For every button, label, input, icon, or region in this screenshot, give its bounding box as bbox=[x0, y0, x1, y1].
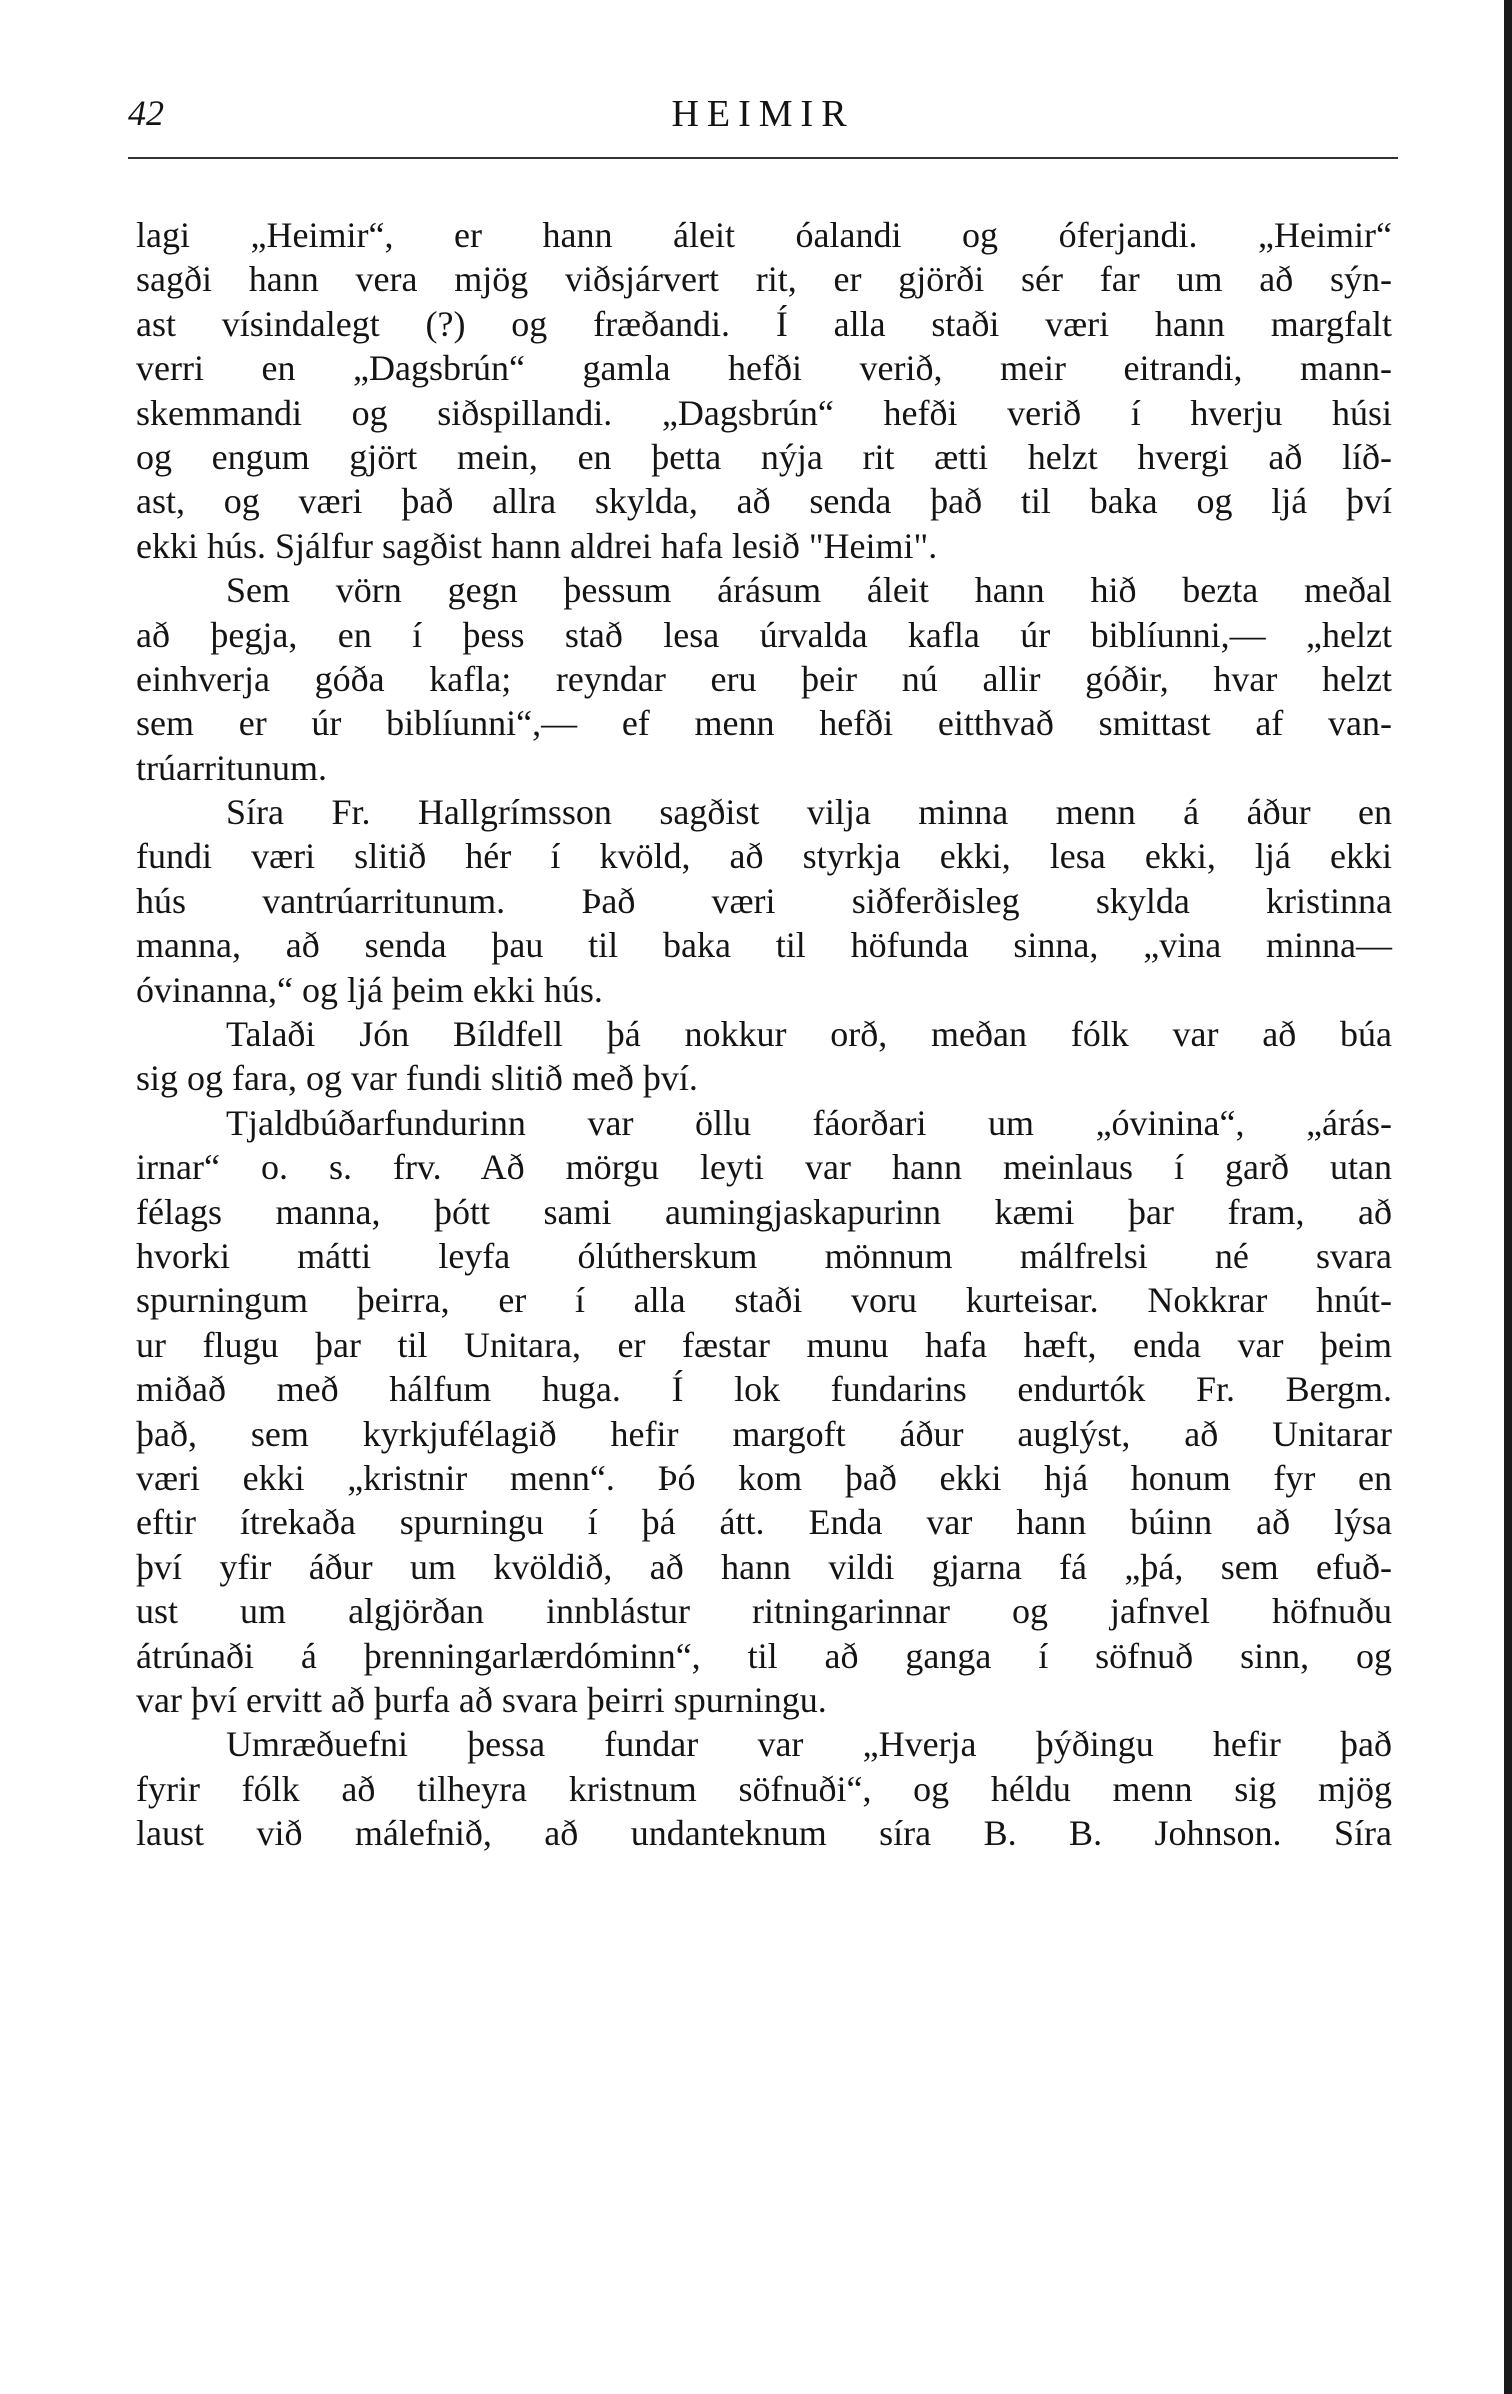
text-line: lagi „Heimir“, er hann áleit óalandi og óferjandi. „Heimir“ bbox=[136, 215, 1392, 255]
text-line: sagði hann vera mjög viðsjárvert rit, er gjörði sér far um að sýn- bbox=[136, 259, 1392, 300]
text-line: Síra Fr. Hallgrímsson sagðist vilja minna menn á áður en bbox=[226, 792, 1392, 833]
text-line: spurningum þeirra, er í alla staði voru kurteisar. Nokkrar hnút- bbox=[136, 1280, 1392, 1321]
text-line: átrúnaði á þrenningarlærdóminn“, til að ganga í söfnuð sinn, og bbox=[136, 1635, 1392, 1676]
text-line: irnar“ o. s. frv. Að mörgu leyti var hann meinlaus í garð utan bbox=[136, 1147, 1392, 1188]
text-line: fundi væri slitið hér í kvöld, að styrkja ekki, lesa ekki, ljá ekki bbox=[136, 836, 1392, 877]
text-line: sig og fara, og var fundi slitið með því. bbox=[136, 1058, 698, 1099]
text-line: það, sem kyrkjufélagið hefir margoft áður auglýst, að Unitarar bbox=[136, 1413, 1392, 1454]
text-line: óvinanna,“ og ljá þeim ekki hús. bbox=[136, 969, 603, 1010]
text-line: fyrir fólk að tilheyra kristnum söfnuði“, og héldu menn sig mjög bbox=[136, 1768, 1392, 1809]
body-text bbox=[136, 213, 1392, 1855]
text-line: eftir ítrekaða spurningu í þá átt. Enda var hann búinn að lýsa bbox=[136, 1502, 1392, 1543]
text-line: því yfir áður um kvöldið, að hann vildi gjarna fá „þá, sem efuð- bbox=[136, 1546, 1392, 1587]
page-number: 42 bbox=[128, 93, 164, 133]
text-line: miðað með hálfum huga. Í lok fundarins endurtók Fr. Bergm. bbox=[136, 1369, 1392, 1410]
text-line: Talaði Jón Bíldfell þá nokkur orð, meðan fólk var að búa bbox=[226, 1014, 1392, 1055]
text-line: hús vantrúarritunum. Það væri siðferðisleg skylda kristinna bbox=[136, 880, 1392, 921]
page-header bbox=[128, 92, 1398, 142]
running-title: HEIMIR bbox=[671, 93, 855, 135]
text-line: sem er úr biblíunni“,— ef menn hefði eitthvað smittast af van- bbox=[136, 703, 1392, 744]
text-line: Tjaldbúðarfundurinn var öllu fáorðari um „óvinina“, „árás- bbox=[226, 1102, 1392, 1143]
text-line: trúarritunum. bbox=[136, 747, 327, 788]
text-line: verri en „Dagsbrún“ gamla hefði verið, meir eitrandi, mann- bbox=[136, 348, 1392, 389]
page-edge bbox=[1504, 0, 1512, 2394]
text-line: ust um algjörðan innblástur ritningarinnar og jafnvel höfnuðu bbox=[136, 1591, 1392, 1632]
text-line: og engum gjört mein, en þetta nýja rit ætti helzt hvergi að líð- bbox=[136, 436, 1392, 477]
text-line: hvorki mátti leyfa ólútherskum mönnum málfrelsi né svara bbox=[136, 1235, 1392, 1276]
text-line: skemmandi og siðspillandi. „Dagsbrún“ hefði verið í hverju húsi bbox=[136, 392, 1392, 433]
text-line: ekki hús. Sjálfur sagðist hann aldrei hafa lesið "Heimi". bbox=[136, 525, 938, 566]
text-line: ast vísindalegt (?) og fræðandi. Í alla staði væri hann margfalt bbox=[136, 303, 1392, 344]
text-line: að þegja, en í þess stað lesa úrvalda kafla úr biblíunni,— „helzt bbox=[136, 614, 1392, 655]
text-line: ast, og væri það allra skylda, að senda það til baka og ljá því bbox=[136, 481, 1392, 522]
text-line: Umræðuefni þessa fundar var „Hverja þýðingu hefir það bbox=[226, 1724, 1392, 1765]
text-line: Sem vörn gegn þessum árásum áleit hann hið bezta meðal bbox=[226, 570, 1392, 611]
text-line: manna, að senda þau til baka til höfunda sinna, „vina minna— bbox=[136, 925, 1392, 966]
text-line: væri ekki „kristnir menn“. Þó kom það ekki hjá honum fyr en bbox=[136, 1457, 1392, 1498]
text-line: einhverja góða kafla; reyndar eru þeir nú allir góðir, hvar helzt bbox=[136, 658, 1392, 699]
text-line: var því ervitt að þurfa að svara þeirri spurningu. bbox=[136, 1679, 827, 1720]
text-line: ur flugu þar til Unitara, er fæstar munu hafa hæft, enda var þeim bbox=[136, 1324, 1392, 1365]
text-line: laust við málefnið, að undanteknum síra B. B. Johnson. Síra bbox=[136, 1813, 1392, 1854]
header-rule bbox=[128, 157, 1398, 159]
text-line: félags manna, þótt sami aumingjaskapurinn kæmi þar fram, að bbox=[136, 1191, 1392, 1232]
